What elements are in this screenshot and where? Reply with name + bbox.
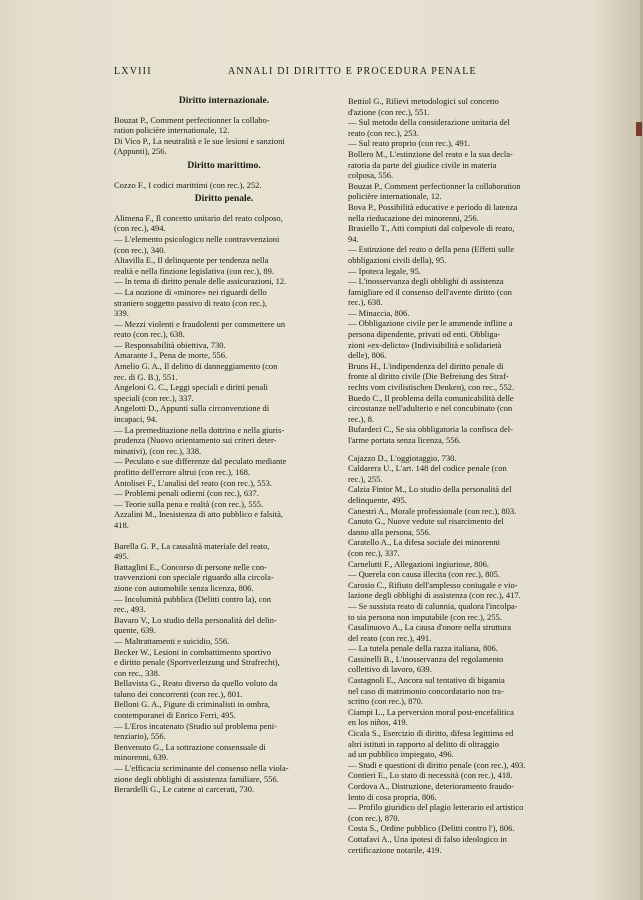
index-entry-line: policière internationale, 12. — [348, 191, 442, 202]
index-entry-line: Bettiol G., Rilievi metodologici sul concetto — [348, 96, 499, 106]
index-entry — [348, 580, 568, 601]
index-entry-line: Bufardeci C., Se sia obbligatoria la confisca del- — [348, 424, 513, 435]
index-entry-line: famigliare ed il consenso dell'avente diritto (con — [348, 286, 512, 297]
page-edge-tab — [636, 122, 642, 136]
index-entry-line: quente, 639. — [114, 625, 156, 636]
index-entry-line: Cozzo F., I codici marittimi (con rec.), 252. — [114, 179, 262, 190]
index-entry-line: Alimena F., Il concetto unitario del reato colposo, — [114, 212, 283, 223]
index-entry — [348, 308, 568, 319]
index-entry — [114, 234, 334, 255]
index-entry — [114, 509, 334, 530]
index-entry-line: Carosio C., Rifiuto dell'amplesso coniugale e vio- — [348, 579, 518, 590]
index-entry — [348, 781, 568, 802]
index-entry-line: — In tema di diritto penale delle assicurazioni, 12. — [114, 276, 287, 287]
index-entry-line: ratoria da parte del giudice civile in materia — [348, 159, 497, 170]
index-entry — [114, 636, 334, 647]
index-entry-line: taluno dei concorrenti (con rec.), 801. — [114, 688, 243, 699]
index-entry — [348, 707, 568, 728]
index-entry-line: minativi), (con rec.), 338. — [114, 445, 202, 456]
index-entry-line: Casalinuovo A., La causa d'onore nella struttura — [348, 622, 511, 633]
index-entry-line: reato (con rec.), 253. — [348, 127, 419, 138]
index-entry — [348, 559, 568, 570]
index-entry — [114, 361, 334, 382]
index-entry-line: contemporanei di Enrico Ferri, 495. — [114, 710, 236, 721]
index-entry — [114, 678, 334, 699]
index-entry — [114, 136, 334, 157]
index-entry — [114, 213, 334, 234]
index-entry-line: lento di cosa propria, 806. — [348, 791, 437, 802]
index-entry — [114, 340, 334, 351]
index-entry-line: (con rec.), 340. — [114, 244, 166, 255]
index-entry-line: 495. — [114, 551, 129, 562]
index-entry — [114, 478, 334, 489]
index-entry-line: l'arme portata senza licenza, 556. — [348, 435, 461, 445]
index-entry — [348, 117, 568, 138]
index-entry — [114, 562, 334, 594]
index-entry — [348, 223, 568, 244]
index-entry — [348, 569, 568, 580]
index-entry-line: — La nozione di «minore» nei riguardi dello — [114, 286, 267, 297]
index-entry-line: Bollero M., L'estinzione del reato e la sua decla- — [348, 148, 513, 159]
index-entry-line: Brasiello T., Atti compiuti dal colpevole di reato, — [348, 223, 515, 234]
index-entry — [114, 647, 334, 679]
index-entry-line: — Sul metodo della considerazione unitaria del — [348, 117, 510, 128]
index-entry — [114, 350, 334, 361]
index-entry — [348, 823, 568, 834]
index-entry-line: Battaglini E., Concorso di persone nelle con- — [114, 561, 267, 572]
index-entry — [348, 770, 568, 781]
index-entry-line: Barella G. P., La causalità materiale del reato, — [114, 540, 270, 551]
index-entry-line: Amarante J., Pena de morte, 556. — [114, 350, 228, 361]
index-entry — [348, 834, 568, 855]
index-entry-line: Angeloni G. C., Leggi speciali e diritti penali — [114, 382, 268, 393]
index-entry-line: zioni «ex-delicto» (Indivisibilità e solidarietà — [348, 339, 502, 350]
index-entry — [114, 287, 334, 319]
index-entry-line: speciali (con rec.), 337. — [114, 392, 194, 403]
index-entry-line: profitto dell'errore altrui (con rec.), 168. — [114, 467, 251, 477]
index-entry-line: altri istituti in rapporto al delitto di oltraggio — [348, 738, 499, 749]
index-entry-line: — Teorie sulla pena e realtà (con rec.), 555. — [114, 498, 264, 509]
index-entry — [348, 484, 568, 505]
index-entry-line: en los niños, 419. — [348, 717, 408, 728]
index-entry-line: Amelio G. A., Il delitto di danneggiamento (con — [114, 361, 278, 372]
index-entry — [348, 601, 568, 622]
index-entry-line: realtà e nella finzione legislativa (con rec.), 89. — [114, 265, 275, 276]
index-entry — [114, 403, 334, 424]
index-entry-line: Bova P., Possibilità educative e periodo di latenza — [348, 201, 518, 212]
index-entry-line: Bouzat P., Comment perfectionner la collabo- — [114, 114, 270, 125]
index-entry-line: Cicala S., Esercizio di diritto, difesa legittima ed — [348, 728, 514, 739]
index-entry — [114, 319, 334, 340]
index-entry-line: Buedo C., Il problema della comunicabilità delle — [348, 392, 514, 403]
index-entry-line: zione degli obblighi di assistenza familiare, 556. — [114, 773, 279, 784]
index-entry-line: — Querela con causa illecita (con rec.), 805. — [348, 569, 500, 580]
index-entry — [348, 181, 568, 202]
index-entry-line: nella rieducazione dei minorenni, 256. — [348, 212, 479, 223]
index-entry-line: minorenni, 639. — [114, 752, 169, 763]
index-entry-line: delle), 806. — [348, 350, 387, 361]
index-entry-line: rec.), 8. — [348, 413, 374, 424]
index-entry-line: — Studi e questioni di diritto penale (con rec.), 493. — [348, 759, 526, 770]
index-entry-line: del reato (con rec.), 491. — [348, 632, 432, 643]
index-entry-line: circostanze nell'adulterio e nel concubinato (con — [348, 403, 513, 414]
index-entry — [348, 96, 568, 117]
index-entry — [114, 615, 334, 636]
index-entry — [348, 361, 568, 393]
index-entry-line: certificazione notarile, 419. — [348, 844, 442, 855]
index-entry-line: Azzalini M., Inesistenza di atto pubblico e falsità, — [114, 509, 284, 520]
index-entry-line: d'azione (con rec.), 551. — [348, 106, 430, 117]
index-entry — [114, 721, 334, 742]
index-entry — [348, 276, 568, 308]
index-entry-line: rechts vom civilistischen Denken), con rec., 552. — [348, 382, 515, 393]
journal-title: ANNALI DI DIRITTO E PROCEDURA PENALE — [228, 66, 477, 77]
index-entry — [348, 622, 568, 643]
index-entry-line: travvenzioni con speciale riguardo alla circola- — [114, 572, 274, 583]
index-entry-line: Benvenuto G., La sottrazione consensuale di — [114, 741, 266, 752]
index-entry-line: 339. — [114, 308, 129, 319]
index-entry — [348, 643, 568, 654]
index-entry-line: Carnelutti F., Allegazioni ingiuriose, 806. — [348, 558, 489, 569]
index-entry-line: — La premeditazione nella dottrina e nella giuris- — [114, 424, 285, 435]
index-entry-line: — La tutela penale della razza italiana, 806. — [348, 643, 498, 654]
index-entry — [348, 149, 568, 181]
index-entry — [114, 115, 334, 136]
index-entry — [348, 138, 568, 149]
index-entry-line: Bavaro V., Lo studio della personalità del delin- — [114, 614, 277, 625]
index-entry-line: fronte al diritto civile (Die Befreiung des Straf- — [348, 371, 509, 382]
index-entry-line: — Se sussista reato di calunnia, qualora l'incolpa- — [348, 600, 518, 611]
index-entry — [348, 654, 568, 675]
index-entry-line: Canuto G., Nuove vedute sul risarcimento del — [348, 516, 504, 527]
index-entry-line: — Ipoteca legale, 95. — [348, 265, 421, 276]
index-entry-line: nel caso di matrimonio concordatario non tra- — [348, 685, 504, 696]
index-entry-line: Ciampi L., La perversion moral post-encefalitica — [348, 706, 514, 717]
index-entry-line: Cassinelli B., L'inosservanza del regolamento — [348, 653, 504, 664]
index-entry — [114, 276, 334, 287]
index-entry — [348, 393, 568, 425]
index-entry-line: — Obbligazione civile per le ammende inflitte a — [348, 318, 513, 329]
index-entry-line: Cajazzo D., L'oggiotaggio, 730. — [348, 452, 457, 463]
index-entry-line: (con rec.), 870. — [348, 812, 400, 823]
index-column-right — [348, 96, 568, 855]
section-heading: Diritto marittimo. — [187, 160, 261, 171]
index-entry — [114, 255, 334, 276]
index-entry — [348, 453, 568, 464]
index-entry — [348, 506, 568, 517]
index-entry-line: Angelotti D., Appunti sulla circonvenzione di — [114, 403, 270, 414]
index-entry-line: — Profilo giuridico del plagio letterario ed artistico — [348, 802, 524, 813]
index-entry-line: con rec., 338. — [114, 667, 161, 678]
index-entry-line: (con rec.), 337. — [348, 547, 400, 558]
index-entry-line: Castagnoli E., Ancora sul tentativo di bigamia — [348, 675, 505, 686]
index-entry — [114, 488, 334, 499]
index-entry-line: (con rec.), 494. — [114, 223, 166, 234]
index-entry-line: — Estinzione del reato o della pena (Effetti sulle — [348, 244, 515, 255]
index-entry-line: Antolisei F., L'analisi del reato (con rec.), 553. — [114, 477, 273, 488]
index-entry-line: Contieri E., Lo stato di necessità (con rec.), 418. — [348, 770, 513, 781]
index-entry-line: 94. — [348, 233, 359, 244]
section-heading: Diritto penale. — [194, 194, 254, 205]
index-entry-line: — Peculato e sue differenze dal peculato mediante — [114, 456, 287, 467]
index-entry-line: Di Vico P., La neutralità e le sue lesioni e sanzioni — [114, 135, 285, 146]
index-entry — [348, 728, 568, 760]
index-entry-line: zione con automobile senza licenza, 806. — [114, 582, 254, 593]
index-entry-line: Bruns H., L'indipendenza del diritto penale di — [348, 360, 504, 371]
index-entry-line: — Mezzi violenti e fraudolenti per commettere un — [114, 318, 286, 329]
index-entry — [114, 541, 334, 562]
index-entry — [114, 180, 334, 191]
index-entry-line: delinquente, 495. — [348, 494, 407, 505]
index-entry — [348, 202, 568, 223]
section-heading: Diritto internazionale. — [178, 96, 270, 106]
index-entry-line: persona dipendente, privati od enti. Obbliga- — [348, 329, 501, 340]
index-entry-line: 418. — [114, 519, 129, 530]
index-entry-line: Cottafavi A., Una ipotesi di falso ideologico in — [348, 833, 507, 844]
index-column-left — [114, 96, 334, 795]
index-entry-line: — L'efficacia scriminante del consenso nella viola- — [114, 763, 289, 774]
running-head — [114, 66, 643, 82]
index-entry-line: ration policière internationale, 12. — [114, 125, 230, 136]
index-entry-line: Calzia Fintor M., Lo studio della personalità del — [348, 484, 512, 495]
index-entry-line: tenziario), 556. — [114, 731, 166, 742]
index-entry — [348, 675, 568, 707]
index-entry — [348, 463, 568, 484]
index-entry-line: obbligazioni civili della), 95. — [348, 254, 447, 265]
index-entry — [348, 537, 568, 558]
index-entry — [348, 802, 568, 823]
index-entry-line: e diritto penale (Sportverletzung und Strafrecht), — [114, 657, 280, 668]
index-entry-line: incapaci, 94. — [114, 414, 158, 425]
index-entry-line: Bellavista G., Reato diverso da quello voluto da — [114, 678, 278, 689]
index-entry-line: rec. di G. B.), 551. — [114, 371, 178, 382]
index-entry — [114, 425, 334, 457]
index-entry-line: rec.), 255. — [348, 473, 383, 484]
index-entry-line: Cordova A., Distruzione, deterioramento fraudo- — [348, 781, 514, 791]
index-entry — [114, 699, 334, 720]
index-entry — [114, 742, 334, 763]
index-entry — [348, 516, 568, 537]
index-entry — [348, 424, 568, 445]
index-entry-line: — L'inosservanza degli obblighi di assistenza — [348, 276, 504, 287]
index-entry — [348, 244, 568, 265]
index-entry-line: Canestri A., Morale professionale (con rec.), 803. — [348, 505, 517, 516]
index-entry — [114, 382, 334, 403]
index-entry — [114, 594, 334, 615]
index-entry-line: lazione degli obblighi di assistenza (con rec.), 417. — [348, 590, 521, 601]
index-entry-line: prudenza (Nuovo orientamento sui criteri deter- — [114, 435, 277, 446]
index-entry-line: Costa S., Ordine pubblico (Delitti contro l'), 806. — [348, 823, 515, 834]
index-entry — [114, 456, 334, 477]
index-entry-line: Becker W., Lesioni in combattimento sportivo — [114, 646, 271, 657]
index-entry-line: — Sul reato proprio (con rec.), 491. — [348, 138, 471, 149]
index-entry-line: Belloni G. A., Figure di criminalisti in ombra, — [114, 699, 271, 710]
index-entry-line: collettivo di lavoro, 639. — [348, 664, 432, 675]
index-entry-line: — Responsabilità obiettiva, 730. — [114, 339, 226, 350]
index-entry-line: (Appunti), 256. — [114, 146, 167, 157]
index-entry-line: scritto (con rec.), 870. — [348, 696, 424, 707]
index-entry-line: straniero soggetto passivo di reato (con rec.), — [114, 297, 267, 308]
index-entry-line: rec.), 638. — [348, 297, 383, 308]
index-entry — [114, 499, 334, 510]
index-entry-line: — L'elemento psicologico nelle contravvenzioni — [114, 233, 280, 244]
index-entry-line: — Maltrattamenti e suicidio, 556. — [114, 635, 230, 646]
index-entry-line: Caldarera U., L'art. 148 del codice penale (con — [348, 463, 507, 474]
index-entry-line: rec., 493. — [114, 604, 146, 615]
page-number: LXVIII — [114, 66, 152, 77]
index-entry-line: — Problemi penali odierni (con rec.), 637. — [114, 488, 259, 499]
index-entry-line: ad un pubblico impiegato, 496. — [348, 749, 454, 760]
index-entry-line: danno alla persona, 556. — [348, 526, 431, 537]
index-entry-line: colposa, 556. — [348, 170, 394, 181]
index-entry — [348, 760, 568, 771]
index-entry — [348, 318, 568, 360]
index-entry-line: Berardelli G., Le catene ai carcerati, 730. — [114, 784, 255, 795]
index-entry-line: Altavilla E., Il delinquente per tendenza nella — [114, 255, 269, 266]
index-entry-line: — L'Eros incatenato (Studio sul problema peni- — [114, 720, 277, 731]
index-entry-line: — Incolumità pubblica (Delitti contro la), con — [114, 593, 271, 604]
index-entry-line: Bouzat P., Comment perfectionner la collaboration — [348, 180, 521, 191]
index-entry-line: — Minaccia, 806. — [348, 307, 410, 318]
index-entry — [114, 763, 334, 784]
index-entry — [348, 266, 568, 277]
index-entry-line: reato (con rec.), 638. — [114, 329, 185, 340]
index-entry-line: Caratello A., La difesa sociale dei minorenni — [348, 537, 501, 548]
index-entry-line: to sia persona non imputabile (con rec.), 255. — [348, 611, 502, 622]
index-entry — [114, 784, 334, 795]
